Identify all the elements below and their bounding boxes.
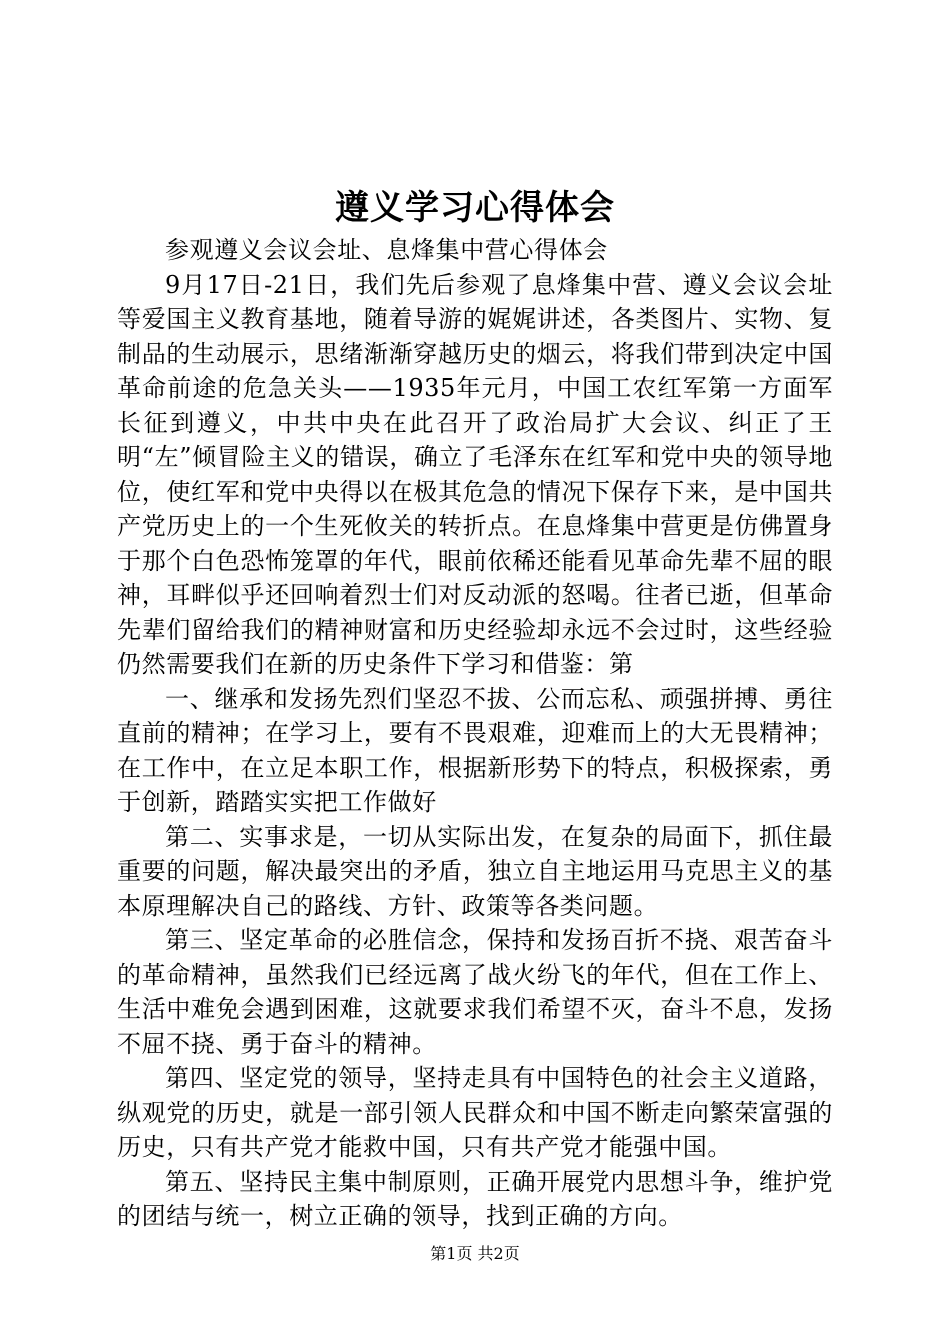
document-body	[117, 233, 833, 1234]
paragraph-point-2: 第二、实事求是，一切从实际出发，在复杂的局面下，抓住最重要的问题，解决最突出的矛盾，独立自主地运用马克思主义的基本原理解决自己的路线、方针、政策等各类问题。	[117, 822, 833, 920]
paragraph-point-1: 一、继承和发扬先烈们坚忍不拔、公而忘私、顽强拼搏、勇往直前的精神；在学习上，要有不畏艰难，迎难而上的大无畏精神；在工作中，在立足本职工作，根据新形势下的特点，积极探索，勇于创新，踏踏实实把工作做好	[117, 684, 833, 816]
paragraph-intro: 9月17日-21日，我们先后参观了息烽集中营、遵义会议会址等爱国主义教育基地，随着导游的娓娓讲述，各类图片、实物、复制品的生动展示，思绪渐渐穿越历史的烟云，将我们带到决定中国革命前途的危急关头——1935年元月，中国工农红军第一方面军长征到遵义，中共中央在此召开了政治局扩大会议、纠正了王明“左”倾冒险主义的错误，确立了毛泽东在红军和党中央的领导地位，使红军和党中央得以在极其危急的情况下保存下来，是中国共产党历史上的一个生死攸关的转折点。在息烽集中营更是仿佛置身于那个白色恐怖笼罩的年代，眼前依稀还能看见革命先辈不屈的眼神，耳畔似乎还回响着烈士们对反动派的怒喝。往者已逝，但革命先辈们留给我们的精神财富和历史经验却永远不会过时，这些经验仍然需要我们在新的历史条件下学习和借鉴：第	[117, 270, 833, 678]
paragraph-point-5: 第五、坚持民主集中制原则，正确开展党内思想斗争，维护党的团结与统一，树立正确的领导，找到正确的方向。	[117, 1167, 833, 1230]
paragraph-point-4: 第四、坚定党的领导，坚持走具有中国特色的社会主义道路，纵观党的历史，就是一部引领人民群众和中国不断走向繁荣富强的历史，只有共产党才能救中国，只有共产党才能强中国。	[117, 1064, 833, 1161]
document-title: 遵义学习心得体会	[335, 188, 615, 228]
page-number-footer: 第1页 共2页	[430, 1244, 520, 1263]
paragraph-subtitle: 参观遵义会议会址、息烽集中营心得体会	[165, 236, 608, 264]
paragraph-point-3: 第三、坚定革命的必胜信念，保持和发扬百折不挠、艰苦奋斗的革命精神，虽然我们已经远离了战火纷飞的年代，但在工作上、生活中难免会遇到困难，这就要求我们希望不灭，奋斗不息，发扬不屈不挠、勇于奋斗的精神。	[117, 926, 833, 1058]
